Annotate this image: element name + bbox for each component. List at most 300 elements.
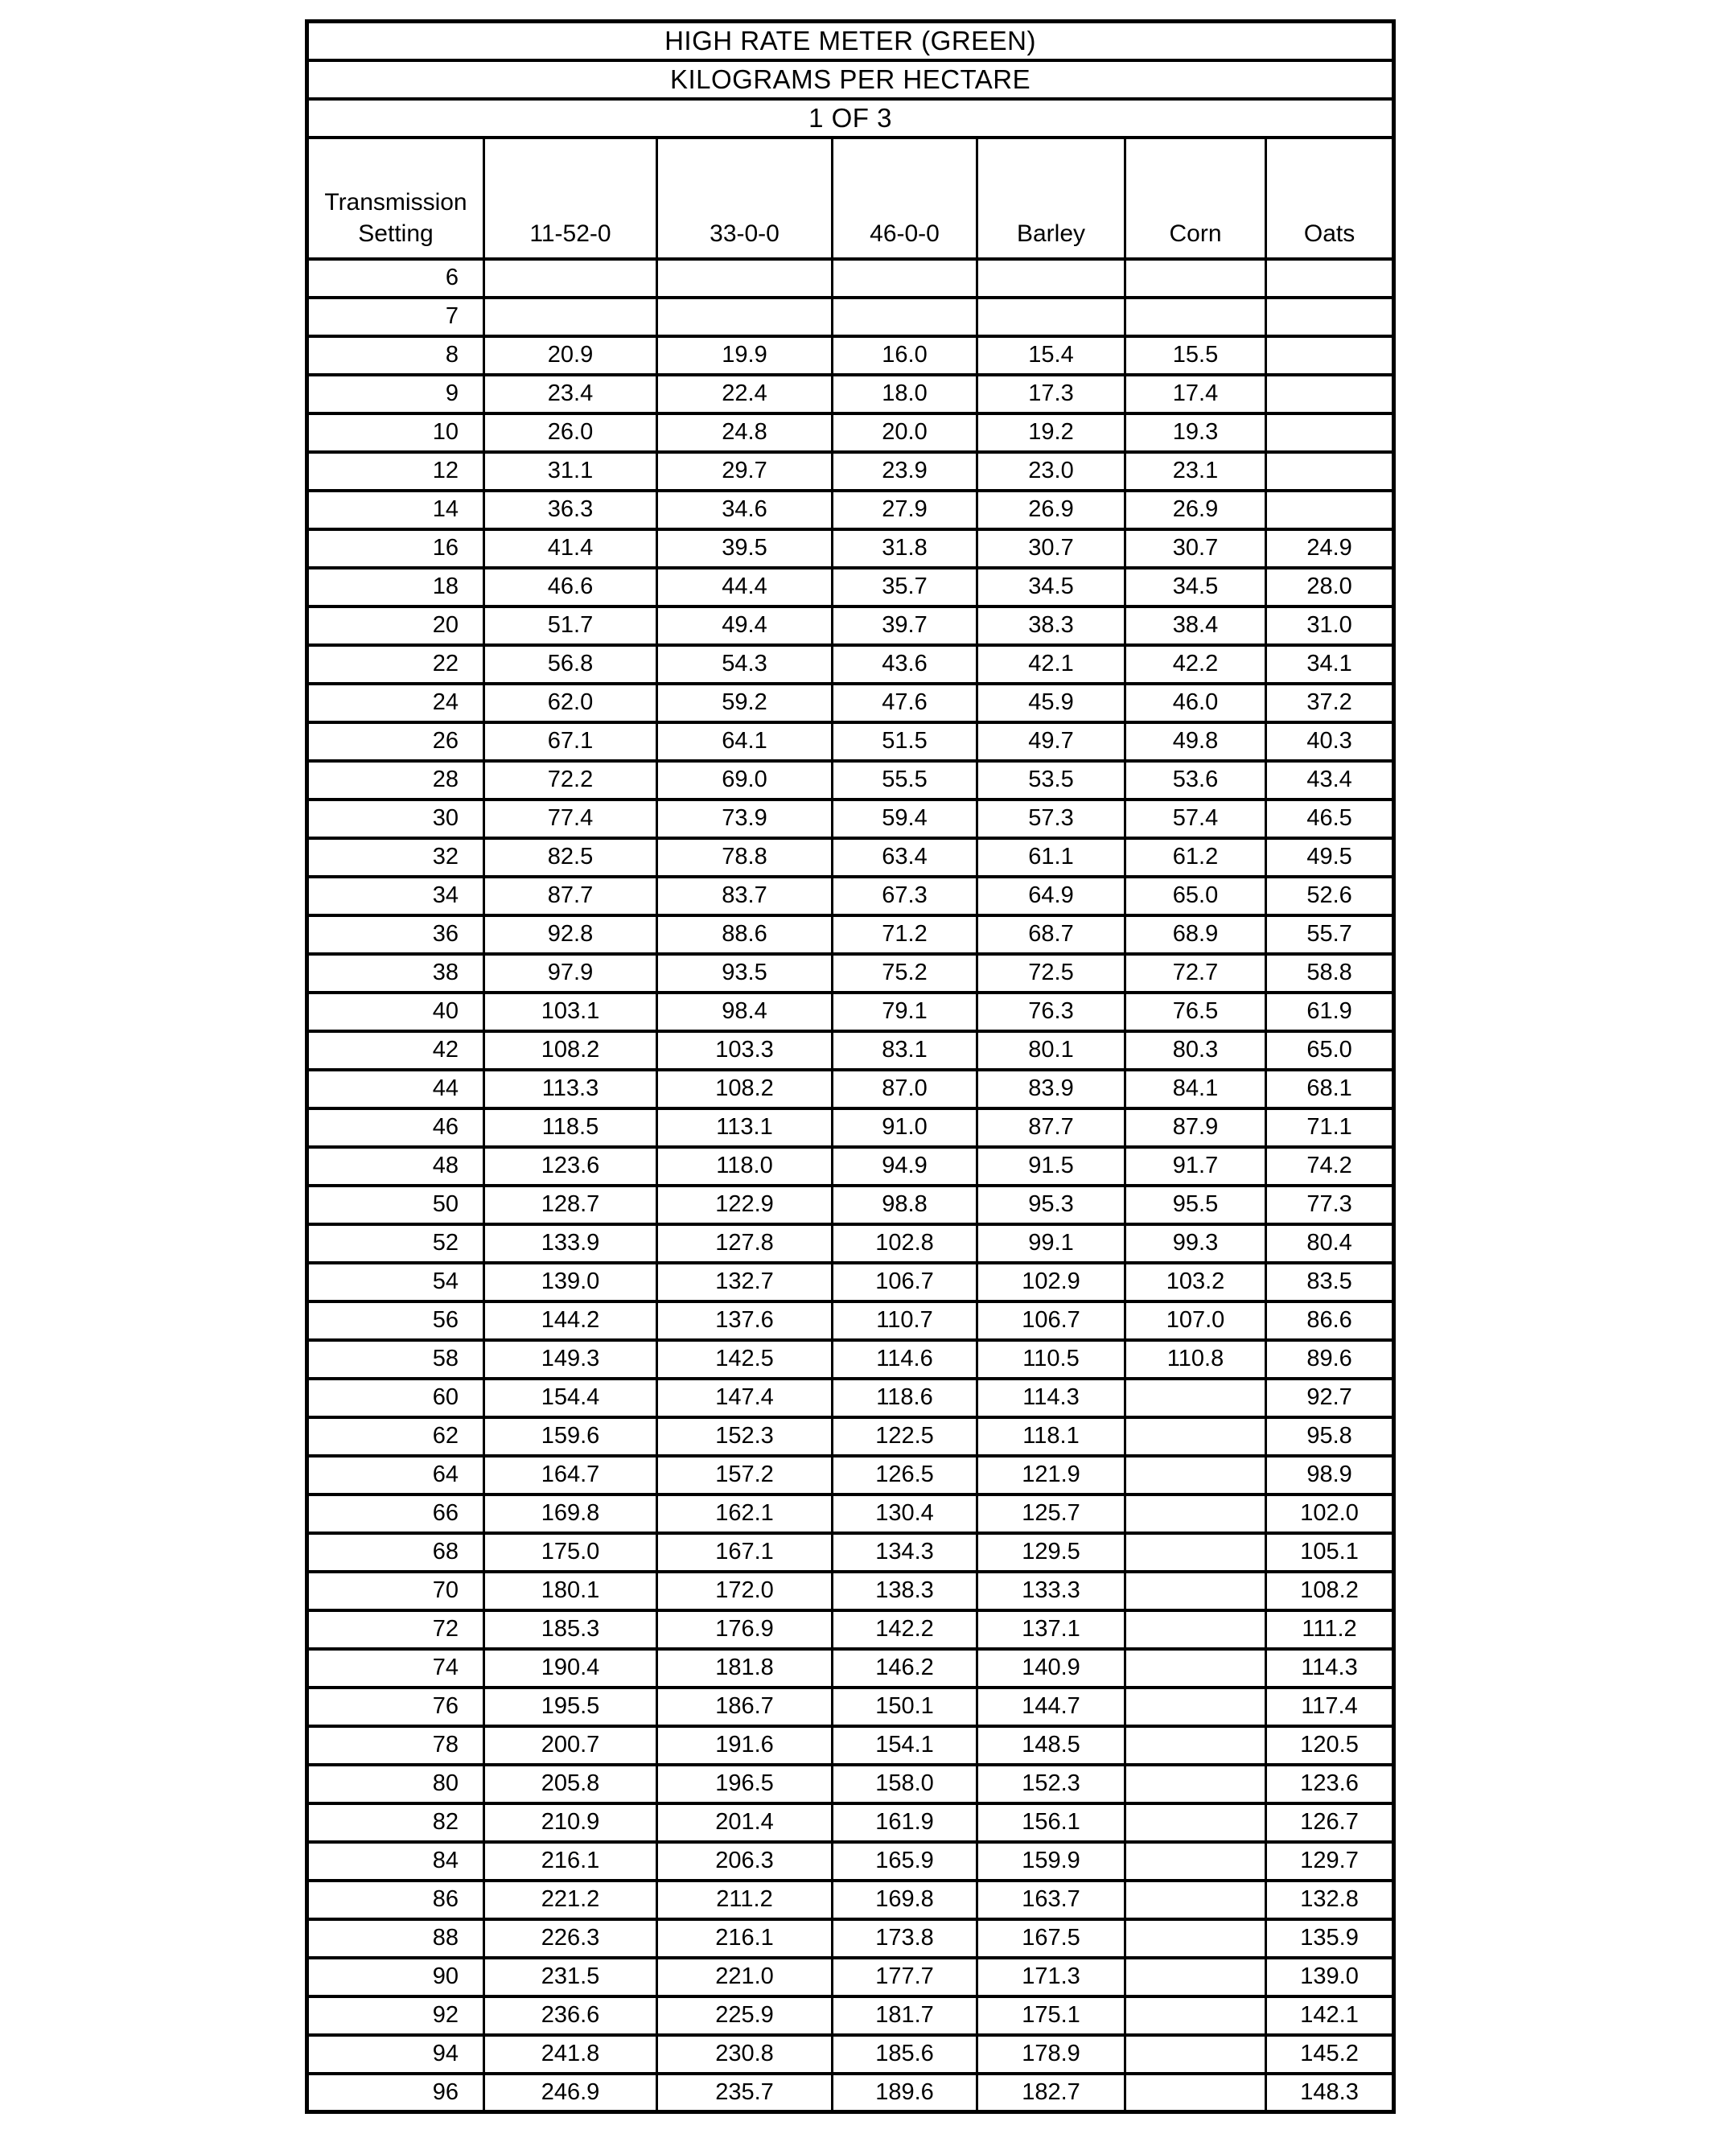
rate-cell: 171.3 xyxy=(977,1958,1125,1996)
rate-cell: 56.8 xyxy=(484,645,657,684)
rate-cell: 31.8 xyxy=(833,529,977,568)
table-row xyxy=(307,915,1394,954)
table-row xyxy=(307,800,1394,838)
transmission-setting-cell: 18 xyxy=(307,568,484,606)
rate-cell: 138.3 xyxy=(833,1572,977,1610)
rate-cell: 87.7 xyxy=(977,1108,1125,1147)
rate-cell: 26.9 xyxy=(1125,491,1266,529)
rate-cell: 140.9 xyxy=(977,1649,1125,1688)
transmission-setting-cell: 7 xyxy=(307,298,484,336)
table-row xyxy=(307,722,1394,761)
table-row xyxy=(307,452,1394,491)
rate-cell: 77.3 xyxy=(1266,1186,1394,1224)
rate-cell: 132.8 xyxy=(1266,1881,1394,1919)
rate-cell: 27.9 xyxy=(833,491,977,529)
column-header-11-52-0: 11-52-0 xyxy=(484,138,657,259)
rate-cell: 221.0 xyxy=(657,1958,833,1996)
table-row xyxy=(307,1958,1394,1996)
rate-cell: 57.3 xyxy=(977,800,1125,838)
rate-cell xyxy=(1125,1765,1266,1803)
column-header-oats: Oats xyxy=(1266,138,1394,259)
column-header-transmission-setting: Transmission Setting xyxy=(307,138,484,259)
rate-cell: 182.7 xyxy=(977,2074,1125,2112)
rate-cell: 75.2 xyxy=(833,954,977,993)
table-row xyxy=(307,413,1394,452)
rate-cell: 201.4 xyxy=(657,1803,833,1842)
rate-cell: 132.7 xyxy=(657,1263,833,1301)
rate-cell: 61.9 xyxy=(1266,993,1394,1031)
rate-cell: 152.3 xyxy=(657,1417,833,1456)
rate-cell: 72.5 xyxy=(977,954,1125,993)
rate-cell: 79.1 xyxy=(833,993,977,1031)
rate-cell: 102.8 xyxy=(833,1224,977,1263)
transmission-setting-cell: 74 xyxy=(307,1649,484,1688)
rate-cell: 15.4 xyxy=(977,336,1125,375)
rate-cell xyxy=(1266,298,1394,336)
table-row xyxy=(307,1417,1394,1456)
rate-cell: 181.8 xyxy=(657,1649,833,1688)
rate-cell: 186.7 xyxy=(657,1688,833,1726)
rate-cell: 59.2 xyxy=(657,684,833,722)
rate-cell: 156.1 xyxy=(977,1803,1125,1842)
rate-cell: 154.1 xyxy=(833,1726,977,1765)
rate-cell: 195.5 xyxy=(484,1688,657,1726)
transmission-setting-cell: 88 xyxy=(307,1919,484,1958)
transmission-setting-cell: 26 xyxy=(307,722,484,761)
rate-cell: 176.9 xyxy=(657,1610,833,1649)
rate-cell xyxy=(1125,1958,1266,1996)
column-header-barley: Barley xyxy=(977,138,1125,259)
rate-cell: 45.9 xyxy=(977,684,1125,722)
table-row xyxy=(307,1919,1394,1958)
table-row xyxy=(307,684,1394,722)
table-row xyxy=(307,877,1394,915)
column-header-corn: Corn xyxy=(1125,138,1266,259)
table-row xyxy=(307,1610,1394,1649)
transmission-setting-cell: 78 xyxy=(307,1726,484,1765)
table-row xyxy=(307,259,1394,298)
rate-cell: 23.1 xyxy=(1125,452,1266,491)
table-row xyxy=(307,1803,1394,1842)
rate-cell: 84.1 xyxy=(1125,1070,1266,1108)
rate-cell: 148.3 xyxy=(1266,2074,1394,2112)
table-row xyxy=(307,1533,1394,1572)
rate-cell: 23.4 xyxy=(484,375,657,413)
table-row xyxy=(307,336,1394,375)
rate-cell: 177.7 xyxy=(833,1958,977,1996)
rate-cell: 149.3 xyxy=(484,1340,657,1379)
rate-cell: 108.2 xyxy=(657,1070,833,1108)
table-row xyxy=(307,954,1394,993)
rate-cell xyxy=(977,298,1125,336)
rate-cell: 30.7 xyxy=(977,529,1125,568)
transmission-setting-cell: 80 xyxy=(307,1765,484,1803)
rate-cell: 19.3 xyxy=(1125,413,1266,452)
rate-cell: 206.3 xyxy=(657,1842,833,1881)
rate-cell: 114.3 xyxy=(977,1379,1125,1417)
table-row xyxy=(307,761,1394,800)
rate-cell: 167.5 xyxy=(977,1919,1125,1958)
rate-cell: 40.3 xyxy=(1266,722,1394,761)
rate-cell: 180.1 xyxy=(484,1572,657,1610)
rate-cell: 159.6 xyxy=(484,1417,657,1456)
table-row xyxy=(307,1726,1394,1765)
table-row xyxy=(307,1147,1394,1186)
rate-cell: 49.7 xyxy=(977,722,1125,761)
rate-cell xyxy=(1125,1803,1266,1842)
table-row xyxy=(307,1379,1394,1417)
rate-cell: 113.3 xyxy=(484,1070,657,1108)
transmission-setting-cell: 84 xyxy=(307,1842,484,1881)
rate-cell: 34.5 xyxy=(1125,568,1266,606)
rate-cell xyxy=(1266,491,1394,529)
rate-cell: 83.7 xyxy=(657,877,833,915)
rate-cell: 72.7 xyxy=(1125,954,1266,993)
rate-cell: 46.0 xyxy=(1125,684,1266,722)
rate-cell: 53.5 xyxy=(977,761,1125,800)
rate-cell: 114.3 xyxy=(1266,1649,1394,1688)
rate-cell: 80.1 xyxy=(977,1031,1125,1070)
transmission-setting-cell: 92 xyxy=(307,1996,484,2035)
rate-cell: 145.2 xyxy=(1266,2035,1394,2074)
rate-cell: 31.0 xyxy=(1266,606,1394,645)
rate-cell: 157.2 xyxy=(657,1456,833,1495)
rate-cell xyxy=(1266,259,1394,298)
rate-cell xyxy=(1266,336,1394,375)
rate-cell: 91.5 xyxy=(977,1147,1125,1186)
rate-cell: 113.1 xyxy=(657,1108,833,1147)
rate-cell: 29.7 xyxy=(657,452,833,491)
rate-cell: 126.5 xyxy=(833,1456,977,1495)
rate-cell: 71.1 xyxy=(1266,1108,1394,1147)
transmission-setting-cell: 32 xyxy=(307,838,484,877)
table-row xyxy=(307,1572,1394,1610)
rate-cell: 95.5 xyxy=(1125,1186,1266,1224)
rate-cell: 241.8 xyxy=(484,2035,657,2074)
transmission-setting-cell: 54 xyxy=(307,1263,484,1301)
table-subtitle: KILOGRAMS PER HECTARE xyxy=(307,60,1394,99)
rate-cell: 51.5 xyxy=(833,722,977,761)
rate-cell: 133.3 xyxy=(977,1572,1125,1610)
table-row xyxy=(307,838,1394,877)
transmission-setting-cell: 30 xyxy=(307,800,484,838)
rate-cell: 49.8 xyxy=(1125,722,1266,761)
rate-cell xyxy=(1125,2035,1266,2074)
table-row xyxy=(307,1649,1394,1688)
rate-cell: 67.3 xyxy=(833,877,977,915)
transmission-setting-cell: 16 xyxy=(307,529,484,568)
rate-cell: 86.6 xyxy=(1266,1301,1394,1340)
rate-cell: 154.4 xyxy=(484,1379,657,1417)
rate-cell: 172.0 xyxy=(657,1572,833,1610)
rate-cell: 35.7 xyxy=(833,568,977,606)
rate-cell xyxy=(977,259,1125,298)
rate-cell xyxy=(1125,1919,1266,1958)
table-row xyxy=(307,1765,1394,1803)
rate-cell: 106.7 xyxy=(833,1263,977,1301)
rate-cell: 200.7 xyxy=(484,1726,657,1765)
rate-cell: 108.2 xyxy=(1266,1572,1394,1610)
rate-cell: 82.5 xyxy=(484,838,657,877)
table-row xyxy=(307,1456,1394,1495)
rate-cell: 133.9 xyxy=(484,1224,657,1263)
rate-cell: 78.8 xyxy=(657,838,833,877)
table-row xyxy=(307,1186,1394,1224)
rate-cell: 102.9 xyxy=(977,1263,1125,1301)
rate-cell xyxy=(833,259,977,298)
rate-cell: 42.1 xyxy=(977,645,1125,684)
rate-cell: 91.0 xyxy=(833,1108,977,1147)
table-row xyxy=(307,1495,1394,1533)
rate-cell: 52.6 xyxy=(1266,877,1394,915)
rate-cell xyxy=(1125,1842,1266,1881)
transmission-setting-cell: 90 xyxy=(307,1958,484,1996)
rate-cell: 92.7 xyxy=(1266,1379,1394,1417)
table-row xyxy=(307,529,1394,568)
transmission-setting-cell: 8 xyxy=(307,336,484,375)
rate-cell: 74.2 xyxy=(1266,1147,1394,1186)
rate-cell: 235.7 xyxy=(657,2074,833,2112)
rate-cell: 122.9 xyxy=(657,1186,833,1224)
rate-cell: 20.9 xyxy=(484,336,657,375)
rate-cell: 165.9 xyxy=(833,1842,977,1881)
rate-cell: 71.2 xyxy=(833,915,977,954)
rate-cell: 118.6 xyxy=(833,1379,977,1417)
transmission-setting-cell: 24 xyxy=(307,684,484,722)
rate-cell: 144.2 xyxy=(484,1301,657,1340)
rate-cell xyxy=(657,259,833,298)
rate-cell: 139.0 xyxy=(484,1263,657,1301)
subtitle-row xyxy=(307,60,1394,99)
rate-cell: 98.9 xyxy=(1266,1456,1394,1495)
rate-cell: 98.4 xyxy=(657,993,833,1031)
rate-cell: 22.4 xyxy=(657,375,833,413)
rate-cell: 47.6 xyxy=(833,684,977,722)
rate-cell xyxy=(1266,413,1394,452)
rate-cell: 230.8 xyxy=(657,2035,833,2074)
transmission-setting-cell: 22 xyxy=(307,645,484,684)
rate-cell xyxy=(1125,1495,1266,1533)
transmission-setting-cell: 28 xyxy=(307,761,484,800)
rate-cell: 123.6 xyxy=(484,1147,657,1186)
rate-cell: 107.0 xyxy=(1125,1301,1266,1340)
rate-cell: 126.7 xyxy=(1266,1803,1394,1842)
rate-cell: 17.4 xyxy=(1125,375,1266,413)
rate-table-body xyxy=(307,259,1394,2112)
transmission-setting-cell: 58 xyxy=(307,1340,484,1379)
transmission-setting-cell: 12 xyxy=(307,452,484,491)
rate-cell: 64.1 xyxy=(657,722,833,761)
table-title: HIGH RATE METER (GREEN) xyxy=(307,22,1394,60)
rate-cell xyxy=(1125,1996,1266,2035)
rate-cell: 137.1 xyxy=(977,1610,1125,1649)
rate-cell: 51.7 xyxy=(484,606,657,645)
rate-cell: 127.8 xyxy=(657,1224,833,1263)
rate-cell: 23.0 xyxy=(977,452,1125,491)
rate-cell: 105.1 xyxy=(1266,1533,1394,1572)
rate-cell: 95.8 xyxy=(1266,1417,1394,1456)
rate-cell: 111.2 xyxy=(1266,1610,1394,1649)
rate-cell: 65.0 xyxy=(1125,877,1266,915)
rate-cell: 44.4 xyxy=(657,568,833,606)
transmission-setting-cell: 82 xyxy=(307,1803,484,1842)
table-row xyxy=(307,375,1394,413)
transmission-setting-cell: 14 xyxy=(307,491,484,529)
rate-cell: 83.5 xyxy=(1266,1263,1394,1301)
rate-cell: 159.9 xyxy=(977,1842,1125,1881)
rate-cell xyxy=(1125,1881,1266,1919)
rate-cell: 216.1 xyxy=(484,1842,657,1881)
rate-cell: 26.9 xyxy=(977,491,1125,529)
page-indicator: 1 OF 3 xyxy=(307,99,1394,138)
table-row xyxy=(307,568,1394,606)
transmission-setting-cell: 48 xyxy=(307,1147,484,1186)
rate-cell: 49.5 xyxy=(1266,838,1394,877)
rate-cell: 196.5 xyxy=(657,1765,833,1803)
transmission-setting-cell: 38 xyxy=(307,954,484,993)
rate-cell: 67.1 xyxy=(484,722,657,761)
rate-cell: 34.1 xyxy=(1266,645,1394,684)
rate-cell: 76.3 xyxy=(977,993,1125,1031)
transmission-setting-cell: 76 xyxy=(307,1688,484,1726)
rate-cell: 83.9 xyxy=(977,1070,1125,1108)
rate-cell: 161.9 xyxy=(833,1803,977,1842)
transmission-setting-cell: 72 xyxy=(307,1610,484,1649)
rate-cell: 87.9 xyxy=(1125,1108,1266,1147)
rate-cell: 80.4 xyxy=(1266,1224,1394,1263)
rate-cell: 26.0 xyxy=(484,413,657,452)
rate-cell: 129.5 xyxy=(977,1533,1125,1572)
rate-cell xyxy=(484,259,657,298)
transmission-setting-cell: 6 xyxy=(307,259,484,298)
rate-cell: 30.7 xyxy=(1125,529,1266,568)
rate-cell: 42.2 xyxy=(1125,645,1266,684)
rate-cell: 110.7 xyxy=(833,1301,977,1340)
table-row xyxy=(307,1340,1394,1379)
rate-cell xyxy=(657,298,833,336)
rate-cell: 125.7 xyxy=(977,1495,1125,1533)
rate-cell: 146.2 xyxy=(833,1649,977,1688)
rate-cell: 122.5 xyxy=(833,1417,977,1456)
rate-cell: 163.7 xyxy=(977,1881,1125,1919)
rate-cell: 91.7 xyxy=(1125,1147,1266,1186)
transmission-setting-cell: 52 xyxy=(307,1224,484,1263)
rate-cell: 123.6 xyxy=(1266,1765,1394,1803)
rate-cell: 46.5 xyxy=(1266,800,1394,838)
rate-cell: 61.1 xyxy=(977,838,1125,877)
table-row xyxy=(307,2035,1394,2074)
rate-cell: 110.8 xyxy=(1125,1340,1266,1379)
rate-cell: 118.5 xyxy=(484,1108,657,1147)
rate-cell: 225.9 xyxy=(657,1996,833,2035)
transmission-setting-cell: 46 xyxy=(307,1108,484,1147)
rate-cell: 128.7 xyxy=(484,1186,657,1224)
rate-cell: 54.3 xyxy=(657,645,833,684)
rate-cell: 18.0 xyxy=(833,375,977,413)
transmission-setting-cell: 68 xyxy=(307,1533,484,1572)
rate-cell: 205.8 xyxy=(484,1765,657,1803)
rate-cell: 108.2 xyxy=(484,1031,657,1070)
rate-cell: 38.3 xyxy=(977,606,1125,645)
rate-cell: 216.1 xyxy=(657,1919,833,1958)
rate-cell: 34.5 xyxy=(977,568,1125,606)
table-row xyxy=(307,1688,1394,1726)
rate-cell xyxy=(1125,1649,1266,1688)
rate-cell: 43.4 xyxy=(1266,761,1394,800)
rate-cell: 24.9 xyxy=(1266,529,1394,568)
rate-cell: 80.3 xyxy=(1125,1031,1266,1070)
rate-cell: 63.4 xyxy=(833,838,977,877)
title-row xyxy=(307,22,1394,60)
transmission-setting-cell: 10 xyxy=(307,413,484,452)
rate-cell: 55.7 xyxy=(1266,915,1394,954)
column-header-46-0-0: 46-0-0 xyxy=(833,138,977,259)
rate-cell: 93.5 xyxy=(657,954,833,993)
rate-cell: 148.5 xyxy=(977,1726,1125,1765)
rate-cell: 191.6 xyxy=(657,1726,833,1765)
rate-cell: 76.5 xyxy=(1125,993,1266,1031)
rate-cell: 15.5 xyxy=(1125,336,1266,375)
transmission-setting-cell: 20 xyxy=(307,606,484,645)
rate-cell: 38.4 xyxy=(1125,606,1266,645)
rate-cell: 139.0 xyxy=(1266,1958,1394,1996)
rate-cell: 87.0 xyxy=(833,1070,977,1108)
rate-cell: 57.4 xyxy=(1125,800,1266,838)
rate-cell xyxy=(1125,1726,1266,1765)
rate-cell: 175.0 xyxy=(484,1533,657,1572)
rate-cell: 137.6 xyxy=(657,1301,833,1340)
rate-cell: 62.0 xyxy=(484,684,657,722)
rate-cell xyxy=(1125,259,1266,298)
rate-cell: 34.6 xyxy=(657,491,833,529)
rate-cell: 99.3 xyxy=(1125,1224,1266,1263)
transmission-setting-cell: 86 xyxy=(307,1881,484,1919)
transmission-setting-cell: 64 xyxy=(307,1456,484,1495)
rate-cell: 121.9 xyxy=(977,1456,1125,1495)
rate-cell: 130.4 xyxy=(833,1495,977,1533)
table-row xyxy=(307,1842,1394,1881)
rate-cell: 17.3 xyxy=(977,375,1125,413)
table-row xyxy=(307,1031,1394,1070)
table-row xyxy=(307,491,1394,529)
rate-cell: 53.6 xyxy=(1125,761,1266,800)
rate-cell: 134.3 xyxy=(833,1533,977,1572)
rate-cell: 158.0 xyxy=(833,1765,977,1803)
rate-cell xyxy=(1125,1379,1266,1417)
rate-cell: 65.0 xyxy=(1266,1031,1394,1070)
rate-cell: 24.8 xyxy=(657,413,833,452)
rate-cell: 16.0 xyxy=(833,336,977,375)
table-row xyxy=(307,2074,1394,2112)
rate-cell: 89.6 xyxy=(1266,1340,1394,1379)
rate-cell: 61.2 xyxy=(1125,838,1266,877)
rate-cell: 190.4 xyxy=(484,1649,657,1688)
rate-cell: 98.8 xyxy=(833,1186,977,1224)
rate-cell: 167.1 xyxy=(657,1533,833,1572)
rate-cell: 103.3 xyxy=(657,1031,833,1070)
transmission-setting-cell: 36 xyxy=(307,915,484,954)
rate-cell xyxy=(1125,1688,1266,1726)
rate-cell: 164.7 xyxy=(484,1456,657,1495)
rate-cell xyxy=(484,298,657,336)
rate-cell: 73.9 xyxy=(657,800,833,838)
transmission-setting-cell: 42 xyxy=(307,1031,484,1070)
rate-cell: 189.6 xyxy=(833,2074,977,2112)
rate-cell: 28.0 xyxy=(1266,568,1394,606)
rate-cell: 169.8 xyxy=(484,1495,657,1533)
rate-cell: 152.3 xyxy=(977,1765,1125,1803)
table-row xyxy=(307,1881,1394,1919)
